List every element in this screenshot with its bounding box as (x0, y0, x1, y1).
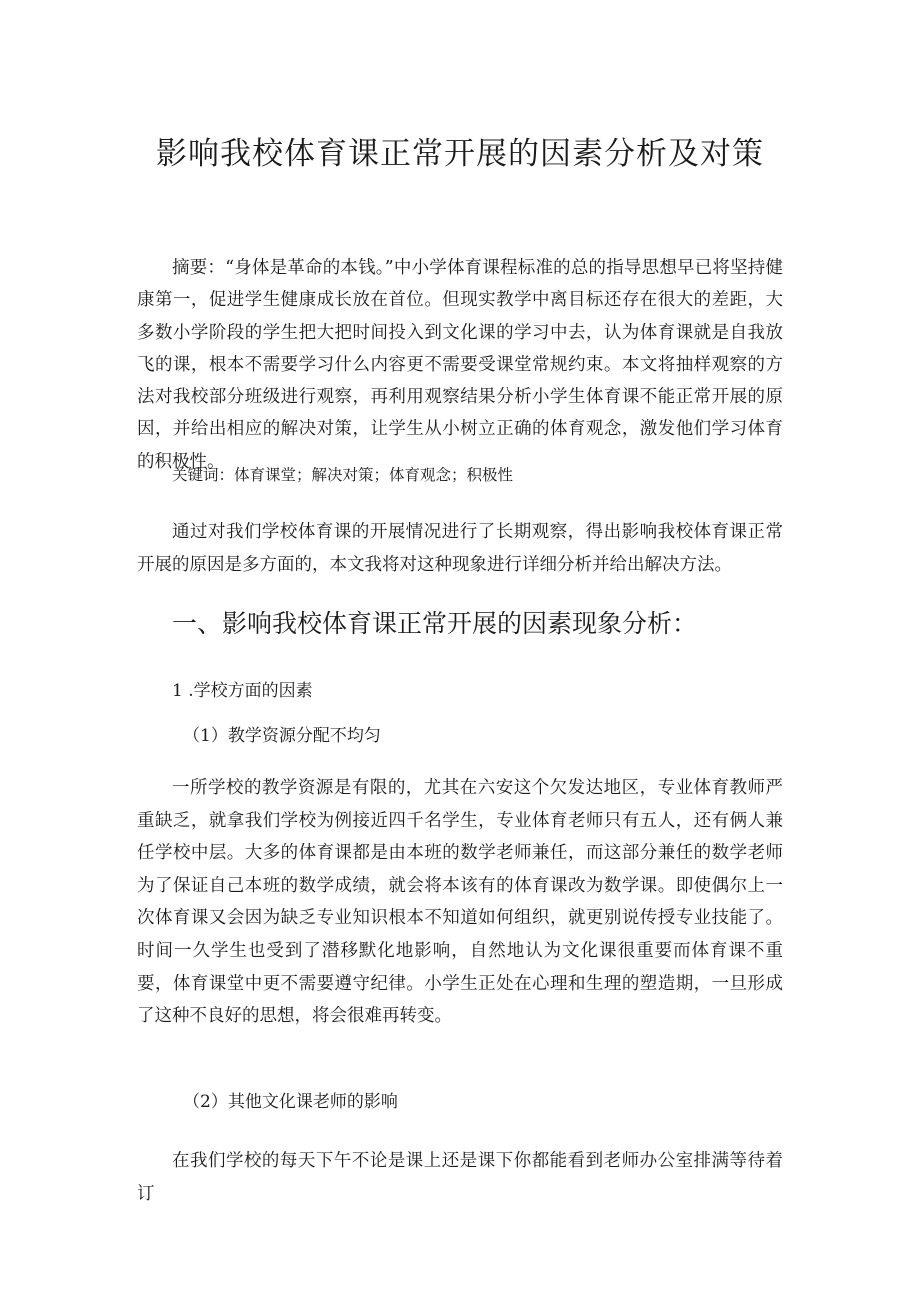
keywords-line: 关键词：体育课堂；解决对策；体育观念；积极性 (172, 466, 514, 484)
item-heading-resources: （1）教学资源分配不均匀 (183, 726, 381, 746)
section-heading: 一、影响我校体育课正常开展的因素现象分析： (172, 609, 698, 638)
body-paragraph-resources: 一所学校的教学资源是有限的，尤其在六安这个欠发达地区，专业体育教师严重缺乏，就拿我们学校为例接近四千名学生，专业体育老师只有五人，还有俩人兼任学校中层。大多的体育课都是由本班的数学老师兼任，而这部分兼任的数学老师为了保证自己本班的数学成绩，就会将本该有的体育课改为数学课。即使偶尔上一次体育课又会因为缺乏专业知识根本不知道如何组织，就更别说传授专业技能了。时间一久学生也受到了潜移默化地影响，自然地认为文化课很重要而体育课不重要，体育课堂中更不需要遵守纪律。小学生正处在心理和生理的塑造期，一旦形成了这种不良好的思想，将会很难再转变。 (137, 778, 783, 1027)
subsection-heading: 1 .学校方面的因素 (172, 681, 313, 701)
body-paragraph-teachers: 在我们学校的每天下午不论是课上还是课下你都能看到老师办公室排满等待着订 (137, 1151, 783, 1204)
abstract-paragraph: 摘要：“身体是革命的本钱。”中小学体育课程标准的总的指导思想早已将坚持健康第一，促进学生健康成长放在首位。但现实教学中离目标还存在很大的差距，大多数小学阶段的学生把大把时间投入到文化课的学习中去，认为体育课就是自我放飞的课，根本不需要学习什么内容更不需要受课堂常规约束。本文将抽样观察的方法对我校部分班级进行观察，再利用观察结果分析小学生体育课不能正常开展的原因，并给出相应的解决对策，让学生从小树立正确的体育观念，激发他们学习体育的积极性。 (137, 258, 783, 472)
item-heading-teachers: （2）其他文化课老师的影响 (183, 1092, 398, 1112)
intro-paragraph: 通过对我们学校体育课的开展情况进行了长期观察，得出影响我校体育课正常开展的原因是多方面的，本文我将对这种现象进行详细分析并给出解决方法。 (137, 522, 783, 575)
document-title: 影响我校体育课正常开展的因素分析及对策 (156, 136, 764, 172)
